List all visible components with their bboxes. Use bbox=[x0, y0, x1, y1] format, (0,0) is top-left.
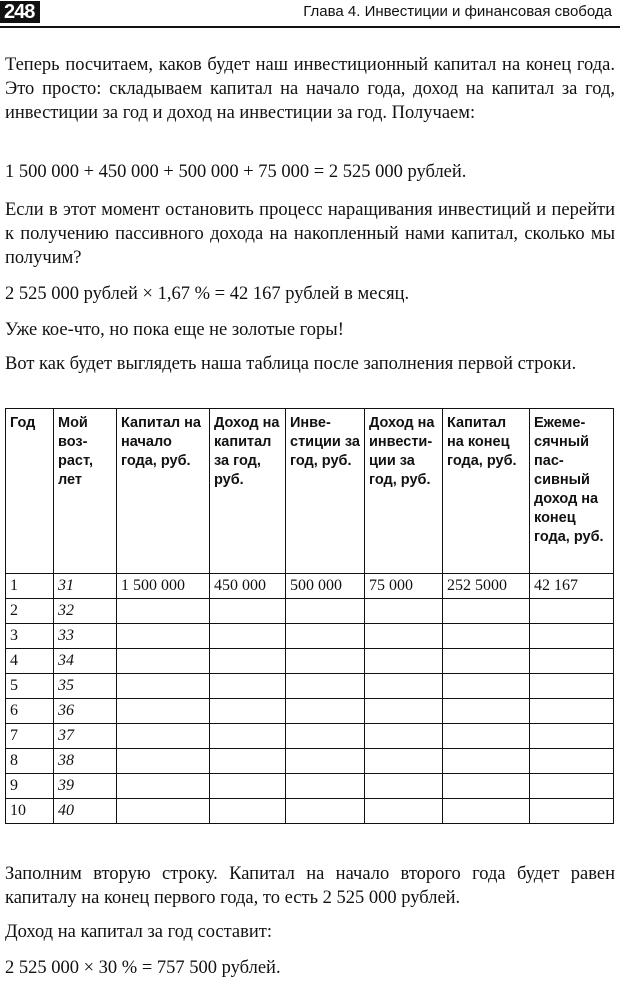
cell-monthly-income: 42 167 bbox=[530, 574, 614, 599]
header-rule bbox=[0, 26, 620, 28]
paragraph-income-label: Доход на капитал за год составит: bbox=[5, 922, 273, 942]
cell-investments bbox=[286, 724, 365, 749]
cell-capital-end bbox=[443, 599, 530, 624]
cell-age: 33 bbox=[54, 624, 117, 649]
cell-age: 37 bbox=[54, 724, 117, 749]
cell-capital-income bbox=[210, 599, 286, 624]
cell-capital-income bbox=[210, 624, 286, 649]
cell-year: 8 bbox=[6, 749, 54, 774]
cell-investments bbox=[286, 649, 365, 674]
cell-capital-start bbox=[117, 674, 210, 699]
cell-capital-end bbox=[443, 774, 530, 799]
formula-capital-income: 2 525 000 × 30 % = 757 500 рублей. bbox=[5, 958, 281, 978]
cell-capital-end bbox=[443, 724, 530, 749]
table-row bbox=[6, 624, 614, 649]
cell-capital-start bbox=[117, 724, 210, 749]
cell-capital-start bbox=[117, 774, 210, 799]
cell-monthly-income bbox=[530, 749, 614, 774]
cell-investments bbox=[286, 749, 365, 774]
cell-investment-income: 75 000 bbox=[365, 574, 443, 599]
cell-capital-start bbox=[117, 649, 210, 674]
table-row bbox=[6, 674, 614, 699]
cell-capital-start: 1 500 000 bbox=[117, 574, 210, 599]
cell-investments bbox=[286, 624, 365, 649]
cell-monthly-income bbox=[530, 699, 614, 724]
cell-monthly-income bbox=[530, 774, 614, 799]
paragraph-second-row: Заполним вторую строку. Капитал на начало второго года будет равен капиталу на конец первого года, то есть 2 525 000 рублей. bbox=[5, 864, 615, 908]
page-number: 248 bbox=[0, 1, 40, 23]
cell-capital-income bbox=[210, 749, 286, 774]
cell-year: 4 bbox=[6, 649, 54, 674]
formula-total-capital: 1 500 000 + 450 000 + 500 000 + 75 000 = 2 525 000 рублей. bbox=[5, 162, 467, 182]
cell-age: 38 bbox=[54, 749, 117, 774]
cell-capital-income bbox=[210, 724, 286, 749]
cell-year: 5 bbox=[6, 674, 54, 699]
table-row bbox=[6, 574, 614, 599]
cell-investments: 500 000 bbox=[286, 574, 365, 599]
cell-capital-end bbox=[443, 649, 530, 674]
cell-capital-start bbox=[117, 749, 210, 774]
cell-investments bbox=[286, 799, 365, 824]
cell-capital-end bbox=[443, 699, 530, 724]
paragraph-question: Если в этот момент остановить процесс наращивания инвестиций и перейти к получению пассивного дохода на накопленный нами капитал, сколько мы получим? bbox=[5, 200, 615, 268]
page-header bbox=[0, 0, 620, 26]
table-row bbox=[6, 774, 614, 799]
cell-capital-start bbox=[117, 624, 210, 649]
cell-age: 35 bbox=[54, 674, 117, 699]
cell-age: 34 bbox=[54, 649, 117, 674]
cell-investments bbox=[286, 599, 365, 624]
table-row bbox=[6, 724, 614, 749]
table-row bbox=[6, 699, 614, 724]
cell-year: 6 bbox=[6, 699, 54, 724]
cell-year: 1 bbox=[6, 574, 54, 599]
table-row bbox=[6, 599, 614, 624]
cell-capital-end bbox=[443, 749, 530, 774]
cell-investment-income bbox=[365, 724, 443, 749]
cell-capital-end: 252 5000 bbox=[443, 574, 530, 599]
header-age: Мой возраст, лет bbox=[54, 409, 117, 574]
cell-year: 3 bbox=[6, 624, 54, 649]
cell-monthly-income bbox=[530, 624, 614, 649]
cell-investments bbox=[286, 699, 365, 724]
table-header-row bbox=[6, 409, 614, 574]
table-row bbox=[6, 799, 614, 824]
cell-capital-income bbox=[210, 674, 286, 699]
cell-capital-end bbox=[443, 674, 530, 699]
cell-capital-start bbox=[117, 799, 210, 824]
header-capital-start: Капитал на начало года, руб. bbox=[117, 409, 210, 574]
header-year: Год bbox=[6, 409, 54, 574]
cell-capital-income bbox=[210, 649, 286, 674]
cell-investment-income bbox=[365, 699, 443, 724]
cell-investments bbox=[286, 674, 365, 699]
table-row bbox=[6, 649, 614, 674]
cell-investment-income bbox=[365, 674, 443, 699]
header-capital-end: Капитал на конец года, руб. bbox=[443, 409, 530, 574]
cell-investment-income bbox=[365, 749, 443, 774]
cell-year: 10 bbox=[6, 799, 54, 824]
cell-monthly-income bbox=[530, 799, 614, 824]
cell-investment-income bbox=[365, 799, 443, 824]
cell-age: 40 bbox=[54, 799, 117, 824]
cell-age: 39 bbox=[54, 774, 117, 799]
table-body bbox=[6, 574, 614, 824]
cell-investment-income bbox=[365, 599, 443, 624]
paragraph-intro: Теперь посчитаем, каков будет наш инвестиционный капитал на конец года. Это просто: складываем капитал на начало года, доход на капитал за год, инвестиции за год и доход на инвестиции за год. Получаем: bbox=[5, 55, 615, 123]
paragraph-comment: Уже кое-что, но пока еще не золотые горы! bbox=[5, 320, 344, 340]
cell-capital-start bbox=[117, 599, 210, 624]
cell-year: 7 bbox=[6, 724, 54, 749]
cell-monthly-income bbox=[530, 649, 614, 674]
cell-investment-income bbox=[365, 624, 443, 649]
cell-investment-income bbox=[365, 774, 443, 799]
cell-monthly-income bbox=[530, 674, 614, 699]
header-investments: Инвестиции за год, руб. bbox=[286, 409, 365, 574]
cell-capital-end bbox=[443, 799, 530, 824]
chapter-title: Глава 4. Инвестиции и финансовая свобода bbox=[303, 3, 612, 20]
header-investment-income: Доход на инвестиции за год, руб. bbox=[365, 409, 443, 574]
cell-monthly-income bbox=[530, 724, 614, 749]
cell-age: 36 bbox=[54, 699, 117, 724]
cell-capital-end bbox=[443, 624, 530, 649]
cell-investment-income bbox=[365, 649, 443, 674]
cell-capital-income bbox=[210, 799, 286, 824]
cell-capital-income bbox=[210, 699, 286, 724]
header-monthly-passive-income: Ежемесячный пассивный доход на конец года, руб. bbox=[530, 409, 614, 574]
investment-table bbox=[5, 408, 614, 824]
cell-year: 2 bbox=[6, 599, 54, 624]
paragraph-table-intro: Вот как будет выглядеть наша таблица после заполнения первой строки. bbox=[5, 354, 577, 374]
cell-investments bbox=[286, 774, 365, 799]
cell-monthly-income bbox=[530, 599, 614, 624]
table-row bbox=[6, 749, 614, 774]
cell-capital-start bbox=[117, 699, 210, 724]
cell-capital-income: 450 000 bbox=[210, 574, 286, 599]
header-capital-income: Доход на капитал за год, руб. bbox=[210, 409, 286, 574]
cell-capital-income bbox=[210, 774, 286, 799]
cell-year: 9 bbox=[6, 774, 54, 799]
cell-age: 31 bbox=[54, 574, 117, 599]
cell-age: 32 bbox=[54, 599, 117, 624]
formula-monthly-income: 2 525 000 рублей × 1,67 % = 42 167 рублей в месяц. bbox=[5, 284, 410, 304]
